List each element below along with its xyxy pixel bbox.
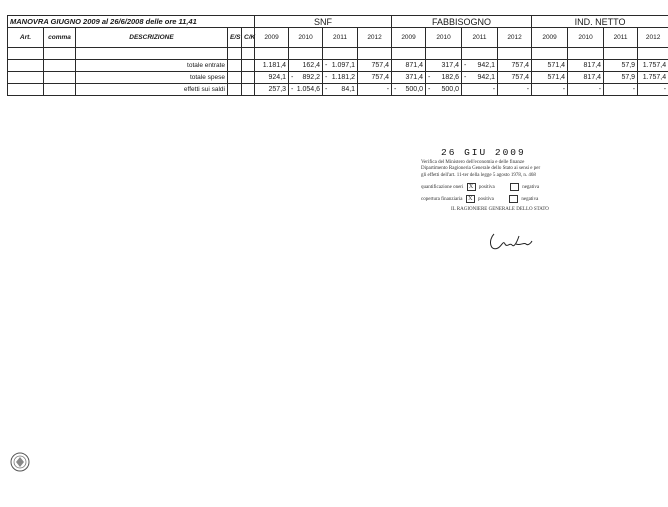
cell-value: 942,1 xyxy=(477,74,496,81)
negativa-label: negativa xyxy=(522,185,540,191)
value-cell xyxy=(358,60,392,72)
cell-value: 257,3 xyxy=(268,86,287,93)
cell-value: 1.181,2 xyxy=(331,74,356,81)
seal-icon xyxy=(10,452,30,472)
cell-value: - xyxy=(663,86,667,93)
sign: - xyxy=(464,74,467,81)
negativa-label: negativa xyxy=(521,196,539,202)
sign: - xyxy=(394,86,397,93)
stamp-line: Verifica del Ministero dell'economia e delle finanze xyxy=(421,159,525,165)
checkbox-empty-icon xyxy=(509,195,518,203)
value-cell xyxy=(604,60,638,72)
value-cell xyxy=(323,84,358,96)
col-year: 2010 xyxy=(426,28,462,48)
value-cell xyxy=(358,72,392,84)
row-description: effetti sui saldi xyxy=(76,84,228,96)
sign: - xyxy=(325,86,328,93)
sign: - xyxy=(291,86,294,93)
col-year: 2011 xyxy=(323,28,358,48)
group-snf: SNF xyxy=(255,16,392,28)
value-cell xyxy=(392,84,426,96)
value-cell xyxy=(289,72,323,84)
value-cell xyxy=(392,60,426,72)
header-row xyxy=(8,28,668,48)
checkbox-checked-icon: X xyxy=(467,183,476,191)
data-rows xyxy=(8,60,668,96)
value-cell xyxy=(568,72,604,84)
cell-value: 817,4 xyxy=(583,62,602,69)
value-cell xyxy=(638,84,668,96)
cell-value: 757,4 xyxy=(511,74,530,81)
value-cell xyxy=(392,72,426,84)
col-year: 2011 xyxy=(462,28,498,48)
value-cell xyxy=(568,60,604,72)
table-row xyxy=(8,72,668,84)
group-ind-netto: IND. NETTO xyxy=(532,16,668,28)
cell-value: 1.757,4 xyxy=(642,74,667,81)
value-cell xyxy=(289,60,323,72)
cell-value: - xyxy=(492,86,496,93)
value-cell xyxy=(426,60,462,72)
col-year: 2011 xyxy=(604,28,638,48)
cell-value: 500,0 xyxy=(441,86,460,93)
verification-stamp xyxy=(421,147,591,214)
copertura-label: copertura finanziaria xyxy=(421,196,463,202)
sign: - xyxy=(291,74,294,81)
cell-value: 57,9 xyxy=(621,62,636,69)
col-year: 2012 xyxy=(498,28,532,48)
cell-value: 871,4 xyxy=(405,62,424,69)
value-cell xyxy=(323,72,358,84)
value-cell xyxy=(462,72,498,84)
value-cell xyxy=(638,60,668,72)
value-cell xyxy=(462,60,498,72)
cell-value: 757,4 xyxy=(511,62,530,69)
col-year: 2009 xyxy=(532,28,568,48)
cell-value: 924,1 xyxy=(268,74,287,81)
cell-value: 1.054,6 xyxy=(296,86,321,93)
spacer-row xyxy=(8,48,668,60)
sign: - xyxy=(325,74,328,81)
cell-value: - xyxy=(598,86,602,93)
value-cell xyxy=(532,72,568,84)
checkbox-checked-icon: X xyxy=(466,195,475,203)
cell-value: 571,4 xyxy=(547,62,566,69)
copertura-line xyxy=(421,195,591,204)
col-es: E/S xyxy=(228,28,242,48)
col-year: 2010 xyxy=(289,28,323,48)
value-cell xyxy=(568,84,604,96)
sign: - xyxy=(325,62,328,69)
quantificazione-line xyxy=(421,183,591,192)
cell-value: 84,1 xyxy=(341,86,356,93)
col-descrizione: DESCRIZIONE xyxy=(76,28,228,48)
value-cell xyxy=(323,60,358,72)
value-cell xyxy=(289,84,323,96)
positiva-label: positiva xyxy=(478,185,495,191)
table-row xyxy=(8,84,668,96)
value-cell xyxy=(426,84,462,96)
value-cell xyxy=(638,72,668,84)
value-cell xyxy=(255,72,289,84)
cell-value: 500,0 xyxy=(405,86,424,93)
cell-value: - xyxy=(562,86,566,93)
stamp-date: 26 GIU 2009 xyxy=(441,147,526,158)
sign: - xyxy=(428,74,431,81)
value-cell xyxy=(532,84,568,96)
stamp-line: Dipartimento Ragioneria Generale dello Stato ai sensi e per xyxy=(421,166,541,171)
cell-value: 162,4 xyxy=(302,62,321,69)
signer-title: IL RAGIONIERE GENERALE DELLO STATO xyxy=(451,207,549,213)
sign: - xyxy=(428,86,431,93)
value-cell xyxy=(498,72,532,84)
value-cell xyxy=(498,60,532,72)
value-cell xyxy=(498,84,532,96)
signature-icon xyxy=(486,226,536,256)
cell-value: 817,4 xyxy=(583,74,602,81)
row-description: totale entrate xyxy=(76,60,228,72)
col-year: 2009 xyxy=(392,28,426,48)
group-fabbisogno: FABBISOGNO xyxy=(392,16,532,28)
budget-table xyxy=(7,15,668,96)
sign: - xyxy=(464,62,467,69)
cell-value: - xyxy=(386,86,390,93)
col-art: Art. xyxy=(8,28,44,48)
cell-value: 892,2 xyxy=(302,74,321,81)
value-cell xyxy=(255,60,289,72)
cell-value: 571,4 xyxy=(547,74,566,81)
cell-value: 1.097,1 xyxy=(331,62,356,69)
col-year: 2009 xyxy=(255,28,289,48)
stamp-line: gli effetti dell'art. 11-ter della legge 5 agosto 1978, n. 468 xyxy=(421,172,536,178)
cell-value: 757,4 xyxy=(371,74,390,81)
cell-value: 317,4 xyxy=(441,62,460,69)
col-year: 2012 xyxy=(358,28,392,48)
col-year: 2010 xyxy=(568,28,604,48)
value-cell xyxy=(426,72,462,84)
cell-value: 1.757,4 xyxy=(642,62,667,69)
table-title: MANOVRA GIUGNO 2009 al 26/6/2008 delle ore 11,41 xyxy=(8,16,255,28)
cell-value: 942,1 xyxy=(477,62,496,69)
cell-value: 371,4 xyxy=(405,74,424,81)
cell-value: 57,9 xyxy=(621,74,636,81)
table-row xyxy=(8,60,668,72)
col-year: 2012 xyxy=(638,28,668,48)
value-cell xyxy=(358,84,392,96)
cell-value: - xyxy=(632,86,636,93)
value-cell xyxy=(462,84,498,96)
value-cell xyxy=(604,72,638,84)
col-ck: C/K xyxy=(242,28,255,48)
cell-value: 1.181,4 xyxy=(262,62,287,69)
col-comma: comma xyxy=(44,28,76,48)
value-cell xyxy=(532,60,568,72)
positiva-label: positiva xyxy=(478,196,494,202)
row-description: totale spese xyxy=(76,72,228,84)
checkbox-empty-icon xyxy=(510,183,519,191)
quantificazione-label: quantificazione oneri xyxy=(421,185,464,191)
cell-value: - xyxy=(526,86,530,93)
cell-value: 757,4 xyxy=(371,62,390,69)
value-cell xyxy=(255,84,289,96)
value-cell xyxy=(604,84,638,96)
cell-value: 182,6 xyxy=(441,74,460,81)
title-row xyxy=(8,16,668,28)
